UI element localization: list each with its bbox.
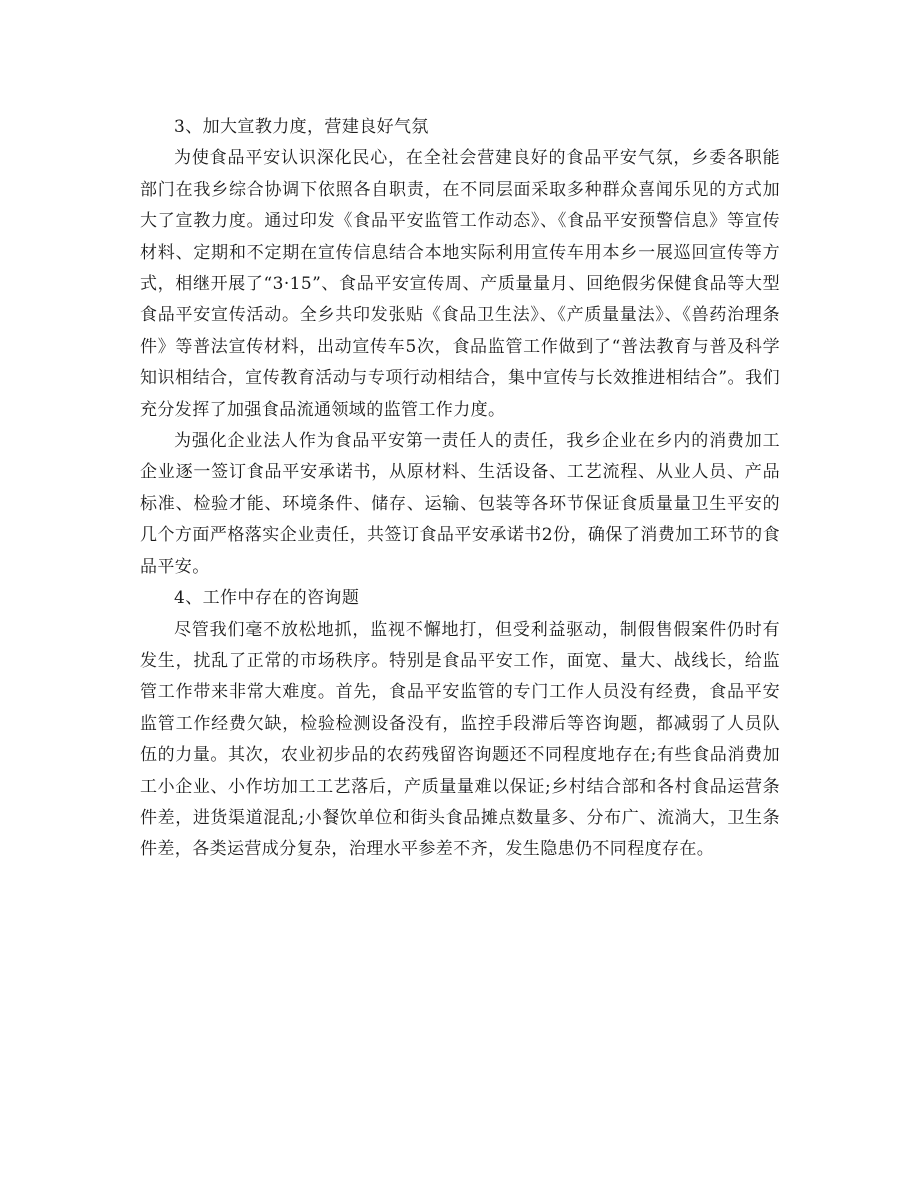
paragraph-problems: 尽管我们毫不放松地抓，监视不懈地打，但受利益驱动，制假售假案件仍时有发生，扰乱了正常的市场秩序。特别是食品平安工作，面宽、量大、战线长，给监管工作带来非常大难度。首先，食品平安监管的专门工作人员没有经费，食品平安监管工作经费欠缺，检验检测设备没有，监控手段滞后等咨询题，都减弱了人员队伍的力量。其次，农业初步品的农药残留咨询题还不同程度地存在;有些食品消费加工小企业、小作坊加工工艺落后，产质量量难以保证;乡村结合部和各村食品运营条件差，进货渠道混乱;小餐饮单位和街头食品摊点数量多、分布广、流淌大，卫生条件差，各类运营成分复杂，治理水平参差不齐，发生隐患仍不同程度存在。 <box>140 619 780 860</box>
paragraph-publicity: 为使食品平安认识深化民心，在全社会营建良好的食品平安气氛，乡委各职能部门在我乡综合协调下依照各自职责，在不同层面采取多种群众喜闻乐见的方式加大了宣教力度。通过印发《食品平安监管工作动态》、《食品平安预警信息》等宣传材料、定期和不定期在宣传信息结合本地实际利用宣传车用本乡一展巡回宣传等方式，相继开展了“3·15”、食品平安宣传周、产质量量月、回绝假劣保健食品等大型食品平安宣传活动。全乡共印发张贴《食品卫生法》、《产质量量法》、《兽药治理条件》等普法宣传材料，出动宣传车5次，食品监管工作做到了“普法教育与普及科学知识相结合，宣传教育活动与专项行动相结合，集中宣传与长效推进相结合”。我们充分发挥了加强食品流通领域的监管工作力度。 <box>140 148 780 420</box>
paragraph-responsibility: 为强化企业法人作为食品平安第一责任人的责任，我乡企业在乡内的消费加工企业逐一签订食品平安承诺书，从原材料、生活设备、工艺流程、从业人员、产品标准、检验才能、环境条件、储存、运输、包装等各环节保证食质量量卫生平安的几个方面严格落实企业责任，共签订食品平安承诺书2份，确保了消费加工环节的食品平安。 <box>140 431 780 577</box>
document-body <box>140 112 780 866</box>
section-heading-4: 4、工作中存在的咨询题 <box>174 588 360 609</box>
section-heading-3: 3、加大宣教力度，营建良好气氛 <box>174 117 429 137</box>
